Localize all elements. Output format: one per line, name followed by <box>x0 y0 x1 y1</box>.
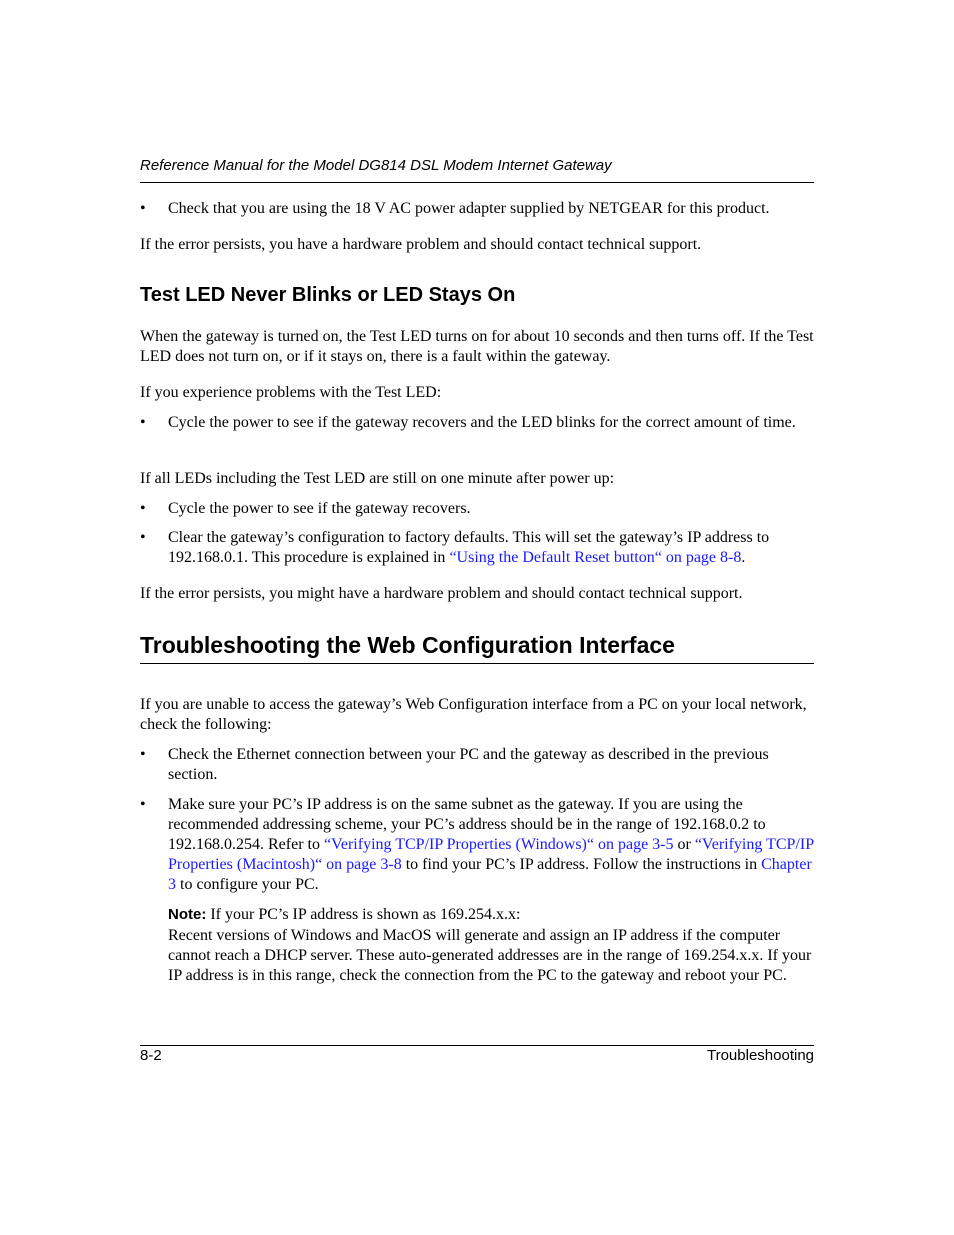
bullet-text <box>168 795 815 895</box>
bullet-marker: • <box>140 500 146 517</box>
paragraph: If you are unable to access the gateway’s Web Configuration interface from a PC on your local network, check the following: <box>140 696 807 733</box>
bullet-text: Check the Ethernet connection between your PC and the gateway as described in the previous section. <box>168 746 769 783</box>
header-rule <box>140 182 814 183</box>
bullet-text-segment: Clear the gateway’s configuration to factory defaults. This will set the gateway’s IP address to 192.168.0.1. This procedure is explained in <box>168 529 770 566</box>
bullet-text-segment: to configure your PC. <box>176 876 319 893</box>
note-header <box>168 905 815 925</box>
bullet-text-segment: . <box>741 549 746 566</box>
bullet-text: Cycle the power to see if the gateway recovers and the LED blinks for the correct amount of time. <box>168 414 796 431</box>
note-first-line: If your PC’s IP address is shown as 169.254.x.x: <box>206 906 521 923</box>
bullet-marker: • <box>140 796 146 813</box>
link-default-reset-button[interactable]: “Using the Default Reset button“ on page 8-8 <box>449 549 742 566</box>
paragraph: If the error persists, you might have a hardware problem and should contact technical support. <box>140 585 743 602</box>
bullet-marker: • <box>140 529 146 546</box>
bullet-marker: • <box>140 746 146 763</box>
bullet-text-segment: or <box>673 836 695 853</box>
section-heading-web-config: Troubleshooting the Web Configuration Interface <box>140 632 675 658</box>
note-block <box>168 905 815 986</box>
bullet-text: Cycle the power to see if the gateway recovers. <box>168 500 471 517</box>
section-rule <box>140 663 814 664</box>
paragraph: When the gateway is turned on, the Test LED turns on for about 10 seconds and then turns off. If the Test LED does not turn on, or if it stays on, there is a fault within the gateway. <box>140 328 814 365</box>
page-number: 8-2 <box>140 1047 162 1064</box>
paragraph: If you experience problems with the Test LED: <box>140 384 442 401</box>
bullet-marker: • <box>140 414 146 431</box>
note-body: Recent versions of Windows and MacOS will generate and assign an IP address if the computer cannot reach a DHCP server. These auto-generated addresses are in the range of 169.254.x.x. If your IP address is in this range, check the connection from the PC to the gateway and reboot your PC. <box>168 927 812 984</box>
bullet-text-segment: to find your PC’s IP address. Follow the instructions in <box>401 856 762 873</box>
note-label: Note: <box>168 906 207 923</box>
section-heading-test-led: Test LED Never Blinks or LED Stays On <box>140 284 516 306</box>
bullet-text-segment: Make sure your PC’s IP address is on the same subnet as the gateway. If you are using the recommended addressing scheme, your PC’s address should be in the range of 192.168.0.2 to 192.168.0.254. Refer to <box>168 796 766 853</box>
paragraph: If all LEDs including the Test LED are still on one minute after power up: <box>140 470 615 487</box>
bullet-marker: • <box>140 200 146 217</box>
link-chapter-3[interactable]: Chapter 3 <box>168 856 812 893</box>
running-header: Reference Manual for the Model DG814 DSL Modem Internet Gateway <box>140 157 612 174</box>
paragraph: If the error persists, you have a hardware problem and should contact technical support. <box>140 236 702 253</box>
link-verifying-tcpip-windows[interactable]: “Verifying TCP/IP Properties (Windows)“ on page 3-5 <box>323 836 674 853</box>
footer-chapter: Troubleshooting <box>706 1047 814 1064</box>
bullet-text <box>168 528 815 568</box>
bullet-text: Check that you are using the 18 V AC power adapter supplied by NETGEAR for this product. <box>168 200 770 217</box>
link-verifying-tcpip-macintosh[interactable]: “Verifying TCP/IP Properties (Macintosh)“ on page 3-8 <box>168 836 814 873</box>
